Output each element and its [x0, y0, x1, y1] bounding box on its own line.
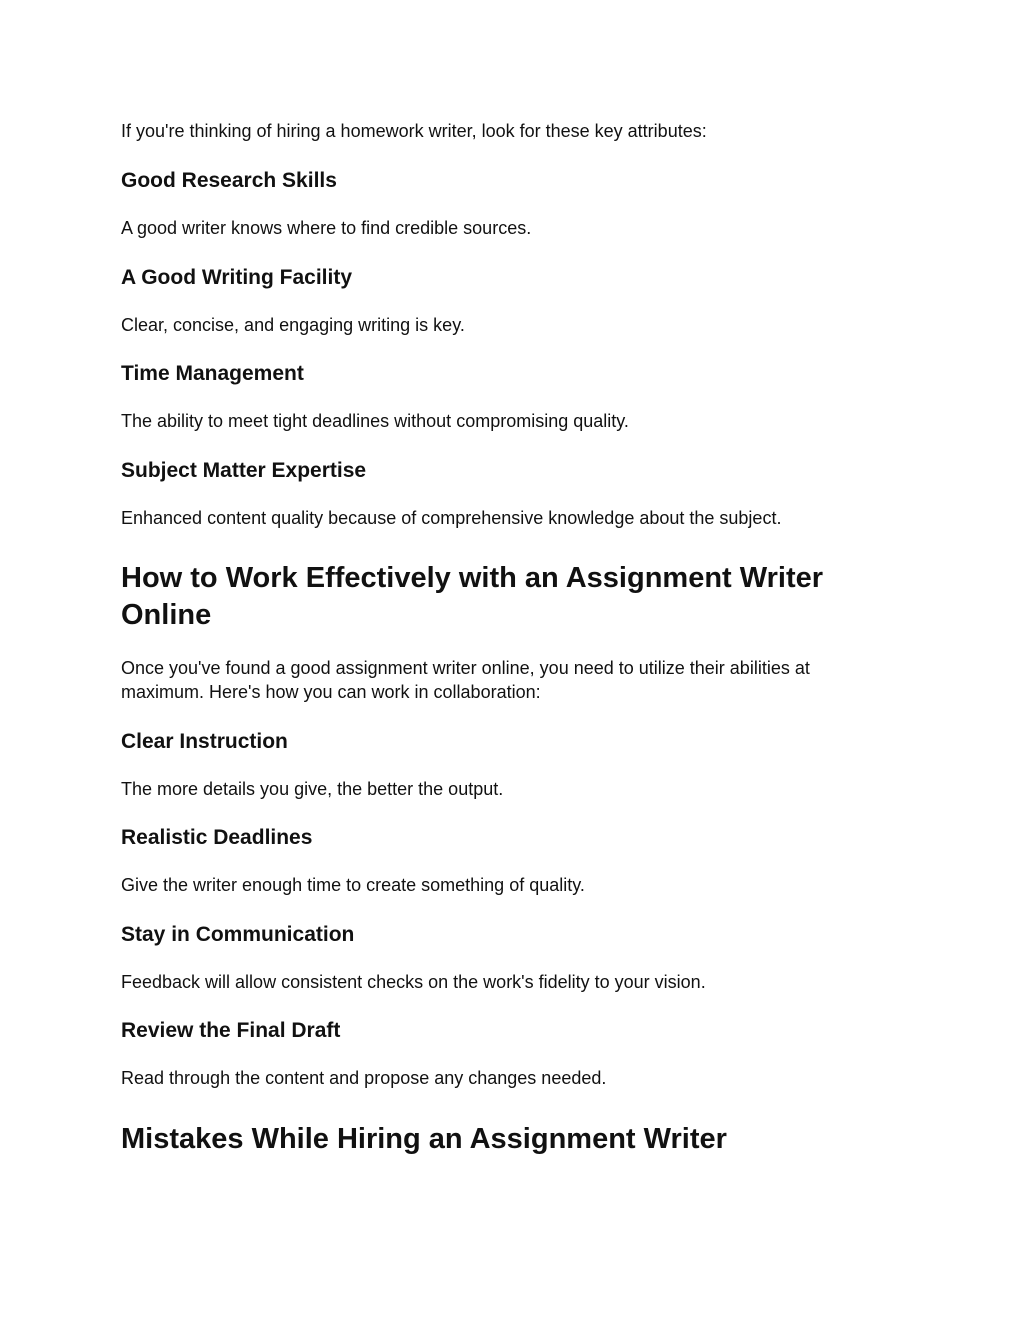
item-text-communication: Feedback will allow consistent checks on the work's fidelity to your vision. [121, 972, 706, 992]
attribute-text-time: The ability to meet tight deadlines without compromising quality. [121, 411, 629, 431]
item-text-review: Read through the content and propose any changes needed. [121, 1068, 607, 1088]
attribute-text-expertise: Enhanced content quality because of comprehensive knowledge about the subject. [121, 508, 782, 528]
item-heading-deadlines: Realistic Deadlines [121, 826, 313, 849]
attribute-text-research: A good writer knows where to find credible sources. [121, 218, 532, 238]
section-heading-work-effectively: How to Work Effectively with an Assignment Writer Online [121, 562, 824, 631]
attribute-heading-writing: A Good Writing Facility [121, 266, 352, 289]
item-heading-instruction: Clear Instruction [121, 730, 288, 753]
section-intro-work-effectively: Once you've found a good assignment writer online, you need to utilize their abilities at maximum. Here's how you can work in collaboration: [121, 658, 810, 702]
item-text-instruction: The more details you give, the better the output. [121, 779, 504, 799]
item-heading-review: Review the Final Draft [121, 1019, 341, 1042]
item-heading-communication: Stay in Communication [121, 923, 355, 946]
item-text-deadlines: Give the writer enough time to create something of quality. [121, 875, 585, 895]
intro-paragraph: If you're thinking of hiring a homework writer, look for these key attributes: [121, 121, 707, 141]
section-heading-mistakes: Mistakes While Hiring an Assignment Writer [121, 1123, 727, 1155]
attribute-heading-time: Time Management [121, 362, 304, 385]
attribute-heading-expertise: Subject Matter Expertise [121, 459, 367, 482]
attribute-text-writing: Clear, concise, and engaging writing is key. [121, 315, 465, 335]
attribute-heading-research: Good Research Skills [121, 169, 337, 192]
